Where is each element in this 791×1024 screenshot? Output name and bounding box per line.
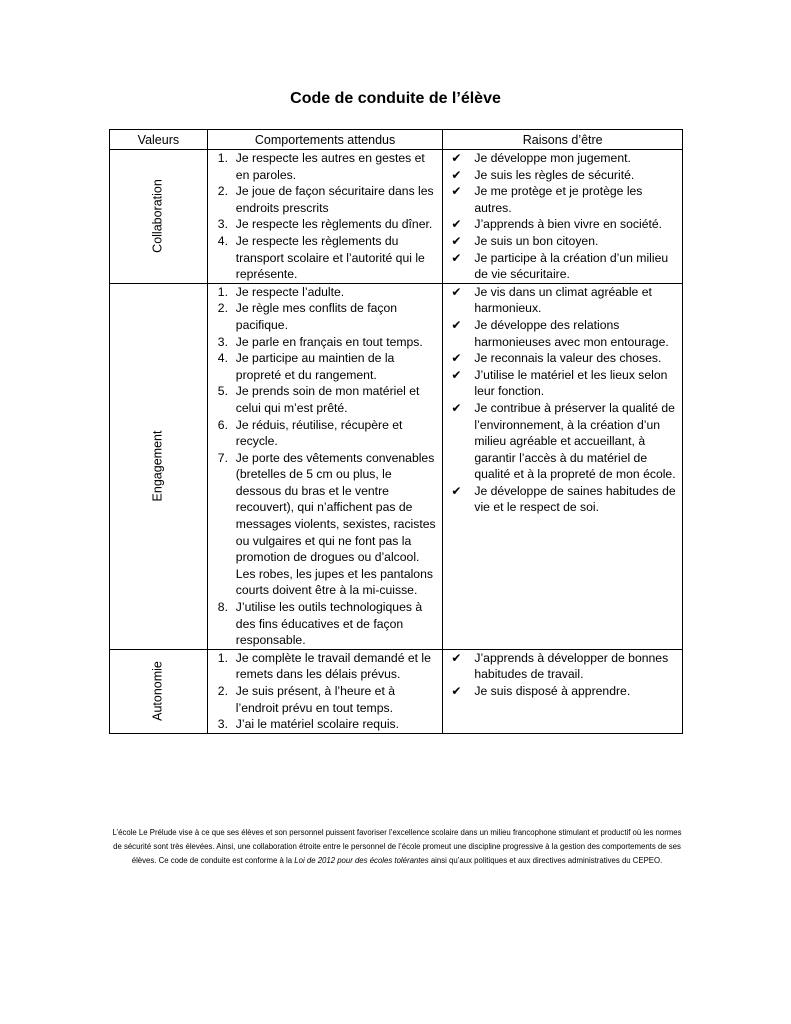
value-cell (110, 649, 208, 733)
behaviour-item (208, 650, 443, 683)
checkmark-icon: ✔ (451, 284, 462, 299)
reason-item (443, 183, 682, 216)
behaviour-text: Je joue de façon sécuritaire dans les endroits prescrits (235, 184, 434, 215)
reason-item (443, 317, 682, 350)
reason-item (443, 284, 682, 317)
item-number: 5. (217, 384, 228, 399)
behaviour-item (208, 183, 443, 216)
reasons-cell (443, 150, 683, 284)
value-cell (110, 150, 208, 284)
value-label: Autonomie (151, 661, 166, 722)
table-row (110, 150, 683, 284)
behaviour-text: Je porte des vêtements convenables (bretelles de 5 cm ou plus, le dessous du bras et le ventre recouvert), qui n’affichent pas de messages violents, sexistes, racistes ou vulgaires et qui ne font pas la promotion de drogues ou d’alcool. Les robes, les jupes et les pantalons courts doivent être à la mi-cuisse. (235, 450, 436, 598)
behaviour-item (208, 599, 443, 649)
reason-text: Je contribue à préserver la qualité de l’environnement, à la création d’un milieu agréable et accueillant, à garantir l’accès à du matériel de qualité et à la propreté de mon école. (474, 400, 676, 482)
item-number: 1. (217, 650, 228, 665)
reason-text: J’utilise le matériel et les lieux selon leur fonction. (474, 367, 668, 399)
footer-law-title: Loi de 2012 pour des écoles tolérantes (294, 856, 429, 865)
checkmark-icon: ✔ (451, 684, 462, 698)
reason-text: Je reconnais la valeur des choses. (474, 351, 662, 366)
behaviour-item (208, 216, 443, 233)
reason-text: Je participe à la création d’un milieu de vie sécuritaire. (474, 250, 669, 282)
item-number: 7. (217, 450, 228, 465)
value-label: Collaboration (151, 179, 166, 254)
reason-text: Je développe des relations harmonieuses avec mon entourage. (474, 317, 669, 349)
reasons-cell (443, 649, 683, 733)
reason-item (443, 150, 682, 167)
checkmark-icon: ✔ (451, 217, 462, 232)
reason-item (443, 250, 682, 283)
reason-item (443, 350, 682, 367)
checkmark-icon: ✔ (451, 317, 462, 332)
behaviour-text: Je règle mes conflits de façon pacifique. (235, 301, 398, 332)
behaviour-text: Je complète le travail demandé et le remets dans les délais prévus. (235, 650, 431, 682)
reason-text: J’apprends à développer de bonnes habitudes de travail. (474, 650, 669, 682)
behaviour-text: J’ai le matériel scolaire requis. (235, 717, 400, 732)
behaviour-item (208, 284, 443, 301)
reasons-list (443, 150, 682, 283)
reasons-list (443, 650, 682, 700)
behaviours-list (208, 150, 443, 283)
behaviour-text: Je respecte l’adulte. (235, 284, 345, 299)
header-reasons: Raisons d’être (443, 130, 683, 150)
item-number: 3. (217, 717, 228, 732)
item-number: 4. (217, 351, 228, 366)
behaviour-text: Je participe au maintien de la propreté et du rangement. (235, 351, 395, 382)
behaviour-item (208, 450, 443, 599)
item-number: 6. (217, 417, 228, 432)
behaviour-text: Je respecte les règlements du dîner. (235, 217, 433, 232)
checkmark-icon: ✔ (451, 367, 462, 382)
checkmark-icon: ✔ (451, 167, 462, 182)
behaviours-cell (207, 150, 443, 284)
behaviour-text: J’utilise les outils technologiques à des fins éducatives et de façon responsable. (235, 600, 423, 648)
header-values: Valeurs (110, 130, 208, 150)
checkmark-icon: ✔ (451, 250, 462, 265)
reason-item (443, 167, 682, 184)
reason-text: Je suis disposé à apprendre. (474, 684, 631, 698)
reason-text: Je développe de saines habitudes de vie et le respect de soi. (474, 483, 676, 515)
reason-item (443, 650, 682, 683)
behaviour-text: Je suis présent, à l’heure et à l’endroit prévu en tout temps. (235, 684, 396, 715)
reason-item (443, 216, 682, 233)
header-behaviours: Comportements attendus (207, 130, 443, 150)
behaviours-cell (207, 283, 443, 649)
item-number: 4. (217, 233, 228, 248)
item-number: 2. (217, 184, 228, 199)
checkmark-icon: ✔ (451, 483, 462, 498)
behaviours-list (208, 650, 443, 733)
reason-item (443, 683, 682, 700)
reason-item (443, 483, 682, 516)
item-number: 3. (217, 334, 228, 349)
behaviour-text: Je parle en français en tout temps. (235, 334, 423, 349)
checkmark-icon: ✔ (451, 351, 462, 366)
reason-text: Je vis dans un climat agréable et harmonieux. (474, 284, 652, 316)
footer-text-end: ainsi qu’aux politiques et aux directives administratives du CEPEO. (428, 856, 663, 865)
checkmark-icon: ✔ (451, 400, 462, 415)
reason-text: J’apprends à bien vivre en société. (474, 217, 663, 232)
behaviour-item (208, 300, 443, 333)
behaviour-item (208, 350, 443, 383)
behaviour-item (208, 716, 443, 733)
table-header-row (110, 130, 683, 150)
behaviour-text: Je réduis, réutilise, récupère et recycle. (235, 417, 403, 449)
behaviours-cell (207, 649, 443, 733)
behaviour-item (208, 150, 443, 183)
checkmark-icon: ✔ (451, 650, 462, 665)
behaviour-text: Je respecte les règlements du transport scolaire et l’autorité qui le représente. (235, 233, 425, 282)
behaviour-item (208, 683, 443, 716)
behaviour-item (208, 233, 443, 283)
reason-text: Je suis les règles de sécurité. (474, 167, 635, 182)
reason-item (443, 367, 682, 400)
behaviours-list (208, 284, 443, 649)
table-row (110, 649, 683, 733)
behaviour-item (208, 334, 443, 351)
checkmark-icon: ✔ (451, 233, 462, 248)
reason-text: Je développe mon jugement. (474, 151, 631, 165)
page-title: Code de conduite de l’élève (290, 90, 501, 107)
value-label: Engagement (151, 430, 166, 502)
behaviour-item (208, 383, 443, 416)
reason-text: Je suis un bon citoyen. (474, 233, 599, 248)
behaviour-text: Je prends soin de mon matériel et celui qui m’est prêté. (235, 384, 420, 415)
footer-statement (112, 826, 682, 868)
value-cell (110, 283, 208, 649)
checkmark-icon: ✔ (451, 184, 462, 199)
item-number: 1. (217, 151, 228, 165)
item-number: 1. (217, 284, 228, 299)
reasons-list (443, 284, 682, 516)
checkmark-icon: ✔ (451, 151, 462, 165)
item-number: 2. (217, 684, 228, 698)
behaviour-text: Je respecte les autres en gestes et en paroles. (235, 151, 425, 182)
reasons-cell (443, 283, 683, 649)
behaviour-item (208, 417, 443, 450)
reason-item (443, 400, 682, 483)
reason-item (443, 233, 682, 250)
code-of-conduct-table (109, 129, 683, 734)
item-number: 8. (217, 600, 228, 615)
item-number: 3. (217, 217, 228, 232)
footer-text: L’école Le Prélude vise à ce que ses élèves et son personnel puissent favoriser l’excellence scolaire dans un milieu francophone stimulant et productif où les normes de sécurité sont très élevées. Ainsi, une collaboration étroite entre le personnel de l’école promeut une discipline progressive à la gestion des comportements de ses élèves. Ce code de conduite est conforme à la (112, 828, 682, 865)
table-row (110, 283, 683, 649)
reason-text: Je me protège et je protège les autres. (474, 184, 643, 215)
item-number: 2. (217, 301, 228, 316)
